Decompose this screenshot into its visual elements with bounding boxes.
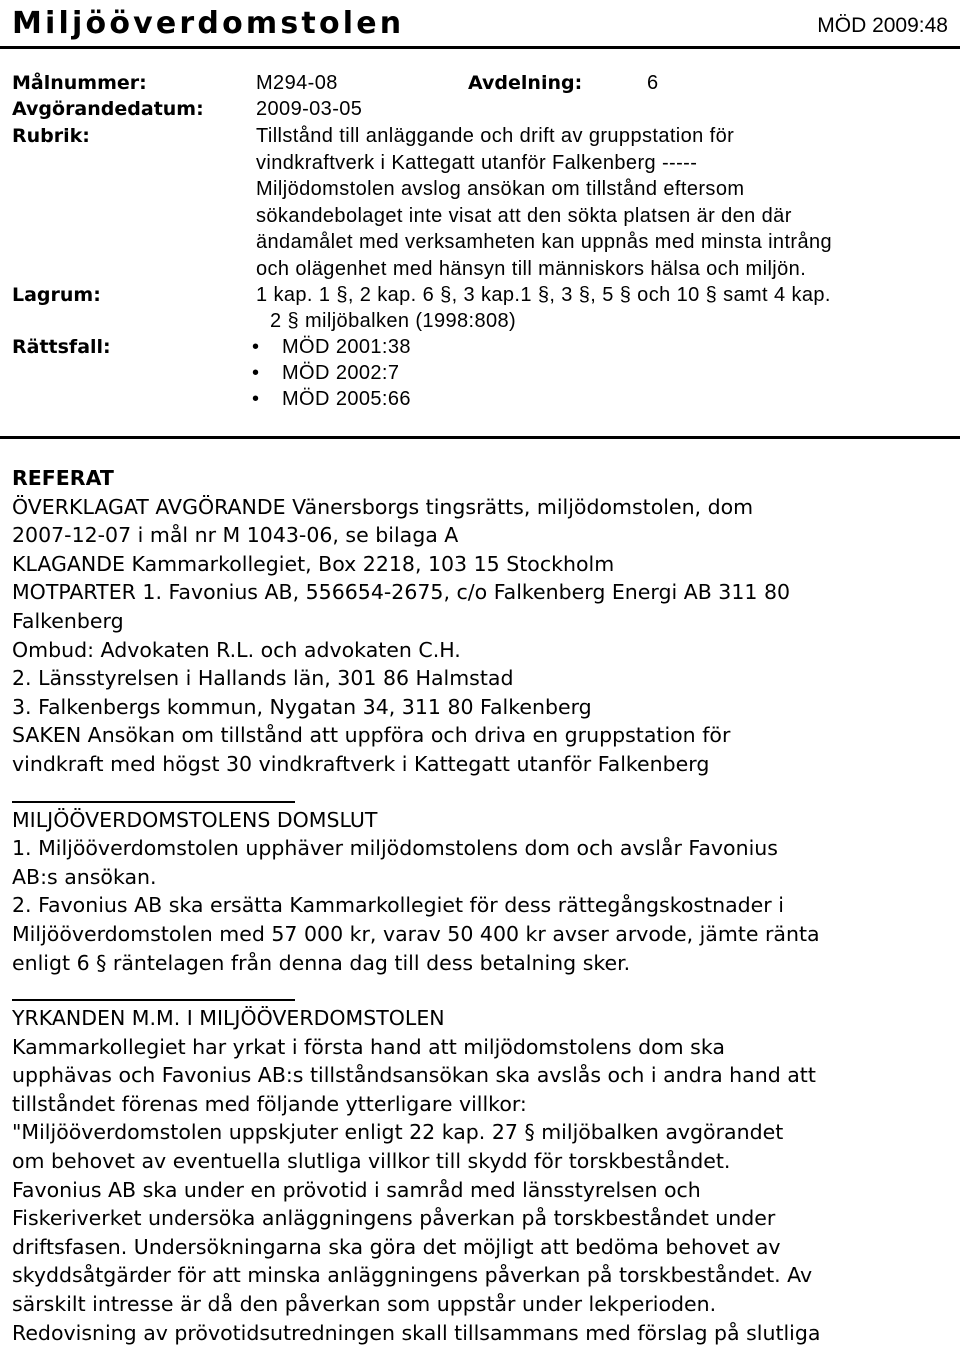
body-line: 2007-12-07 i mål nr M 1043-06, se bilaga A bbox=[12, 523, 459, 548]
body-line: SAKEN Ansökan om tillstånd att uppföra och driva en gruppstation för bbox=[12, 723, 731, 748]
body-line: 1. Miljööverdomstolen upphäver miljödomstolens dom och avslår Favonius bbox=[12, 836, 778, 861]
body-line: skyddsåtgärder för att minska anläggningens påverkan på torskbeståndet. Av bbox=[12, 1263, 813, 1288]
judgment-body bbox=[12, 464, 952, 1347]
body-line: driftsfasen. Undersökningarna ska göra det möjligt att bedöma behovet av bbox=[12, 1234, 781, 1259]
document-header bbox=[0, 0, 960, 48]
avgorandedatum-label: Avgörandedatum: bbox=[12, 98, 204, 120]
yrkanden-heading: YRKANDEN M.M. I MILJÖÖVERDOMSTOLEN bbox=[12, 1006, 445, 1031]
header-divider bbox=[0, 46, 960, 49]
rubrik-line: vindkraftverk i Kattegatt utanför Falkenberg ----- bbox=[256, 151, 698, 174]
avdelning-value: 6 bbox=[647, 72, 659, 94]
rubrik-line: ändamålet med verksamheten kan uppnås med minsta intrång bbox=[256, 231, 833, 253]
domslut-heading: MILJÖÖVERDOMSTOLENS DOMSLUT bbox=[12, 807, 378, 832]
body-line: Miljööverdomstolen med 57 000 kr, varav 50 400 kr avser arvode, jämte ränta bbox=[12, 921, 820, 946]
rubrik-text bbox=[256, 123, 956, 282]
case-reference: MÖD 2009:48 bbox=[817, 14, 948, 37]
section-divider bbox=[0, 436, 960, 439]
body-line: Ombud: Advokaten R.L. och advokaten C.H. bbox=[12, 637, 461, 662]
body-line: Fiskeriverket undersöka anläggningens påverkan på torskbeståndet under bbox=[12, 1206, 776, 1231]
body-line: tillståndet förenas med följande ytterligare villkor: bbox=[12, 1091, 527, 1116]
lagrum-line: 2 § miljöbalken (1998:808) bbox=[270, 310, 517, 332]
court-title: Miljööverdomstolen bbox=[12, 6, 405, 41]
body-line: AB:s ansökan. bbox=[12, 864, 157, 889]
referat-heading: REFERAT bbox=[12, 466, 114, 490]
body-line: enligt 6 § räntelagen från denna dag till dess betalning sker. bbox=[12, 950, 631, 975]
rattsfall-item: • MÖD 2005:66 bbox=[282, 386, 411, 413]
body-line: Kammarkollegiet har yrkat i första hand att miljödomstolens dom ska bbox=[12, 1034, 725, 1059]
body-line: 3. Falkenbergs kommun, Nygatan 34, 311 80 Falkenberg bbox=[12, 694, 592, 719]
body-line: 2. Favonius AB ska ersätta Kammarkollegiet för dess rättegångskostnader i bbox=[12, 893, 784, 918]
body-line: Redovisning av prövotidsutredningen skall tillsammans med förslag på slutliga bbox=[12, 1320, 821, 1345]
rubrik-line: sökandebolaget inte visat att den sökta platsen är den där bbox=[256, 204, 792, 227]
body-line: ÖVERKLAGAT AVGÖRANDE Vänersborgs tingsrätts, miljödomstolen, dom bbox=[12, 494, 754, 519]
rubrik-line: och olägenhet med hänsyn till människors hälsa och miljön. bbox=[256, 257, 807, 280]
avgorandedatum-value: 2009-03-05 bbox=[256, 98, 363, 120]
body-line: 2. Länsstyrelsen i Hallands län, 301 86 Halmstad bbox=[12, 666, 514, 691]
body-line: om behovet av eventuella slutliga villkor till skydd för torskbeståndet. bbox=[12, 1149, 731, 1174]
rubrik-line: Tillstånd till anläggande och drift av gruppstation för bbox=[256, 125, 735, 147]
separator-line bbox=[12, 801, 295, 803]
body-line: särskilt intresse är då den påverkan som uppstår under lekperioden. bbox=[12, 1292, 717, 1317]
avdelning-label: Avdelning: bbox=[468, 72, 583, 94]
rattsfall-label: Rättsfall: bbox=[12, 336, 111, 358]
rattsfall-item: • MÖD 2002:7 bbox=[282, 360, 399, 387]
malnummer-label: Målnummer: bbox=[12, 72, 147, 94]
body-line: vindkraft med högst 30 vindkraftverk i Kattegatt utanför Falkenberg bbox=[12, 751, 710, 776]
body-line: upphävas och Favonius AB:s tillståndsansökan ska avslås och i andra hand att bbox=[12, 1063, 816, 1088]
rubrik-line: Miljödomstolen avslog ansökan om tillstånd eftersom bbox=[256, 178, 745, 200]
separator-line bbox=[12, 999, 295, 1001]
rubrik-label: Rubrik: bbox=[12, 125, 90, 147]
body-line: KLAGANDE Kammarkollegiet, Box 2218, 103 15 Stockholm bbox=[12, 551, 615, 576]
lagrum-label: Lagrum: bbox=[12, 284, 101, 306]
body-line: MOTPARTER 1. Favonius AB, 556654-2675, c/o Falkenberg Energi AB 311 80 bbox=[12, 580, 791, 605]
rattsfall-item: • MÖD 2001:38 bbox=[282, 334, 411, 361]
body-line: "Miljööverdomstolen uppskjuter enligt 22 kap. 27 § miljöbalken avgörandet bbox=[12, 1120, 784, 1145]
malnummer-value: M294-08 bbox=[256, 72, 338, 94]
body-line: Favonius AB ska under en prövotid i samråd med länsstyrelsen och bbox=[12, 1177, 701, 1202]
body-line: Falkenberg bbox=[12, 608, 124, 633]
lagrum-line: 1 kap. 1 §, 2 kap. 6 §, 3 kap.1 §, 3 §, 5 § och 10 § samt 4 kap. bbox=[256, 284, 831, 306]
